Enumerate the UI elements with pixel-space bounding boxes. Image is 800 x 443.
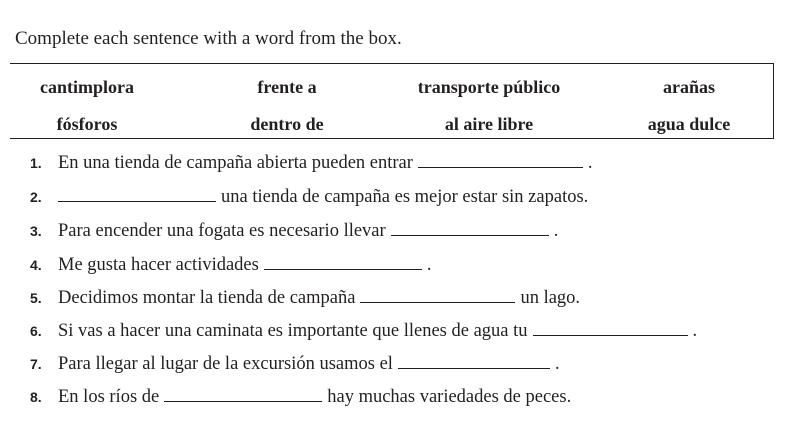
- word-option: frente a: [257, 77, 317, 97]
- answer-blank[interactable]: [418, 153, 583, 168]
- sentence: [58, 320, 697, 342]
- sentence-after: una tienda de campaña es mejor estar sin zapatos.: [221, 187, 589, 207]
- sentence-before: Para encender una fogata es necesario llevar: [58, 221, 386, 241]
- exercise-item: [0, 386, 800, 410]
- item-number: 3.: [30, 223, 42, 239]
- sentence-after: .: [554, 354, 560, 374]
- sentence-before: En una tienda de campaña abierta pueden entrar: [58, 153, 413, 173]
- sentence-before: Decidimos montar la tienda de campaña: [58, 288, 356, 308]
- word-option: arañas: [662, 77, 716, 97]
- answer-blank[interactable]: [58, 187, 216, 202]
- item-number: 1.: [30, 155, 42, 171]
- word-option: transporte público: [417, 77, 561, 97]
- word-option: fósforos: [56, 114, 118, 134]
- item-number: 5.: [30, 290, 42, 306]
- sentence: [58, 254, 431, 276]
- answer-blank[interactable]: [533, 321, 688, 336]
- sentence: [58, 186, 588, 208]
- word-option: al aire libre: [444, 114, 534, 134]
- sentence-before: Si vas a hacer una caminata es importante que llenes de agua tu: [58, 321, 528, 341]
- exercise-item: [0, 287, 800, 311]
- answer-blank[interactable]: [391, 221, 549, 236]
- sentence-after: .: [587, 153, 593, 173]
- answer-blank[interactable]: [264, 255, 422, 270]
- sentence-before: Para llegar al lugar de la excursión usamos el: [58, 354, 393, 374]
- item-number: 8.: [30, 389, 42, 405]
- exercise-item: [0, 220, 800, 244]
- sentence-after: un lago.: [520, 288, 581, 308]
- item-number: 7.: [30, 356, 42, 372]
- sentence-before: En los ríos de: [58, 387, 160, 407]
- answer-blank[interactable]: [360, 288, 515, 303]
- word-option: cantimplora: [40, 77, 134, 97]
- exercise-item: [0, 186, 800, 210]
- sentence-after: .: [692, 321, 698, 341]
- item-number: 2.: [30, 189, 42, 205]
- item-number: 6.: [30, 323, 42, 339]
- exercise-item: [0, 320, 800, 344]
- sentence-after: .: [426, 255, 432, 275]
- sentence: [58, 220, 558, 242]
- sentence: [58, 287, 580, 309]
- sentence: [58, 386, 571, 408]
- word-option: dentro de: [250, 114, 324, 134]
- exercise-item: [0, 353, 800, 377]
- item-number: 4.: [30, 257, 42, 273]
- answer-blank[interactable]: [164, 387, 322, 402]
- word-box: [10, 63, 774, 139]
- sentence-after: hay muchas variedades de peces.: [327, 387, 572, 407]
- sentence: [58, 152, 593, 174]
- sentence-before: Me gusta hacer actividades: [58, 255, 259, 275]
- answer-blank[interactable]: [398, 354, 550, 369]
- sentence: [58, 353, 560, 375]
- word-option: agua dulce: [647, 114, 731, 134]
- sentence-after: .: [553, 221, 559, 241]
- instructions: Complete each sentence with a word from the box.: [15, 28, 402, 49]
- exercise-item: [0, 254, 800, 278]
- exercise-item: [0, 152, 800, 176]
